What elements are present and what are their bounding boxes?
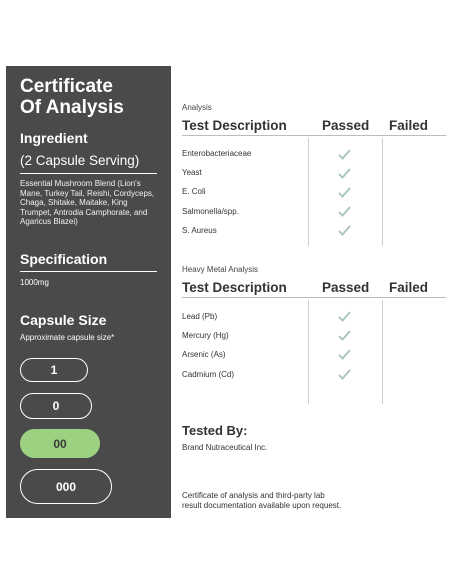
column-divider bbox=[308, 138, 309, 246]
check-icon bbox=[338, 349, 351, 360]
capsule-size-000-button[interactable]: 000 bbox=[20, 469, 112, 504]
heavy-metal-label: Heavy Metal Analysis bbox=[182, 265, 259, 274]
check-icon bbox=[338, 225, 351, 236]
heavy-metal-table-header bbox=[182, 280, 446, 298]
capsule-size-heading: Capsule Size bbox=[20, 311, 107, 328]
certificate-panel bbox=[6, 66, 171, 518]
column-divider bbox=[308, 300, 309, 404]
table-row: Lead (Pb) bbox=[182, 312, 218, 321]
check-icon bbox=[338, 369, 351, 380]
table-row: Yeast bbox=[182, 168, 202, 177]
column-divider bbox=[382, 138, 383, 246]
tested-by-company: Brand Nutraceutical Inc. bbox=[182, 443, 268, 452]
panel-title-line1: Certificate bbox=[20, 76, 113, 97]
table-row: E. Coli bbox=[182, 187, 206, 196]
check-icon bbox=[338, 149, 351, 160]
footnote-line2: result documentation available upon request. bbox=[182, 501, 342, 510]
table-row: Mercury (Hg) bbox=[182, 331, 229, 340]
capsule-size-1-button[interactable]: 1 bbox=[20, 358, 88, 382]
analysis-label: Analysis bbox=[182, 103, 212, 112]
failed-header: Failed bbox=[389, 118, 429, 133]
panel-title-line2: Of Analysis bbox=[20, 97, 124, 118]
table-row: S. Aureus bbox=[182, 226, 217, 235]
serving-label: (2 Capsule Serving) bbox=[20, 152, 157, 174]
table-row: Arsenic (As) bbox=[182, 350, 226, 359]
test-description-header: Test Description bbox=[182, 118, 287, 133]
specification-value: 1000mg bbox=[20, 277, 49, 287]
table-row: Salmonella/spp. bbox=[182, 207, 239, 216]
column-divider bbox=[382, 300, 383, 404]
specification-heading: Specification bbox=[20, 251, 157, 272]
test-description-header: Test Description bbox=[182, 280, 287, 295]
ingredient-heading: Ingredient bbox=[20, 130, 88, 146]
capsule-size-subtitle: Approximate capsule size* bbox=[20, 332, 115, 342]
check-icon bbox=[338, 311, 351, 322]
passed-header: Passed bbox=[322, 280, 370, 295]
failed-header: Failed bbox=[389, 280, 429, 295]
footnote-line1: Certificate of analysis and third-party lab bbox=[182, 491, 325, 500]
passed-header: Passed bbox=[322, 118, 370, 133]
analysis-table-header bbox=[182, 118, 446, 136]
tested-by-heading: Tested By: bbox=[182, 423, 248, 438]
check-icon bbox=[338, 187, 351, 198]
table-row: Enterobacteriaceae bbox=[182, 149, 252, 158]
capsule-size-0-button[interactable]: 0 bbox=[20, 393, 92, 419]
check-icon bbox=[338, 206, 351, 217]
check-icon bbox=[338, 330, 351, 341]
ingredient-description: Essential Mushroom Blend (Lion's Mane, Turkey Tail, Reishi, Cordyceps, Chaga, Shitake, Maitake, King Trumpet, Antrodia Camphorate, and Agaricus Blazei) bbox=[20, 179, 155, 227]
table-row: Cadmium (Cd) bbox=[182, 370, 235, 379]
capsule-size-00-button[interactable]: 00 bbox=[20, 429, 100, 458]
check-icon bbox=[338, 168, 351, 179]
